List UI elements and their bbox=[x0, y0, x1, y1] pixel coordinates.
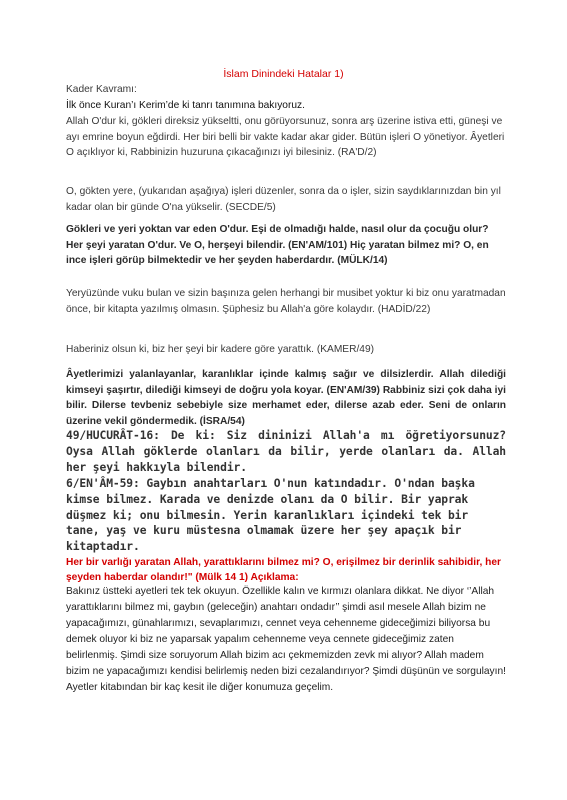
verse-enam-59: 6/EN'ÂM-59: Gaybın anahtarları O'nun katındadır. O'ndan başka kimse bilmez. Karada ve denizde olanı da O bilir. Bir yaprak düşmez ki; onu bilmesin. Yerin karanlıkları içindeki tek bir tane, yaş ve kuru müstesna olmamak üzere her şey apaçık bir kitaptadır. bbox=[66, 477, 475, 554]
section-heading: Kader Kavramı: bbox=[66, 84, 137, 95]
explanation-text: Bakınız üstteki ayetleri tek tek okuyun. Özellikle kalın ve kırmızı olanlara dikkat. Ne diyor ‘’Allah yarattıklarını bilmez mi, gaybın (geleceğin) anahtarı ondadır’’ şimdi asıl mesele Allah bizim ne yapacağımızı, günahlarımızı, sevaplarımızı, cennet veya cehenneme gideceğimizi biliyorsa bu demek oluyor ki biz ne yaparsak yapalım cehenneme veya cennete gideceğimiz zaten belirlenmiş. Şimdi size soruyorum Allah bizim acı çekmemizden zevk mi alıyor? Allah madem bizim ne yapacağımızı kendisi belirlemiş neden bizi cezalandırıyor? Şimdi düşünün ve sorgulayın! Ayetler kitabından bir kaç kesit ile diğer konumuza geçelim. bbox=[66, 586, 506, 693]
verse-secde-5: O, gökten yere, (yukarıdan aşağıya) işleri düzenler, sonra da o işler, sizin saydıklarınızdan bin yıl kadar olan bir günde O'na yükselir. (SECDE/5) bbox=[66, 186, 501, 213]
verse-hucurat-16: 49/HUCURÂT-16: De ki: Siz dininizi Allah'a mı öğretiyorsunuz? Oysa Allah göklerde olanları da bilir, yerde olanları da. Allah her şeyi hakkıyla bilendir. bbox=[66, 429, 506, 474]
verse-enam-39-isra-54: Âyetlerimizi yalanlayanlar, karanlıklar içinde kalmış sağır ve dilsizlerdir. Allah dilediği kimseyi şaşırtır, dilediği kimseyi de doğru yola koyar. (EN'AM/39) Rabbiniz sizi çok daha iyi bilir. Dilerse tevbeniz sebebiyle size merhamet eder, dilerse azab eder. Seni de onların üzerine vekil göndermedik. (İSRA/54) bbox=[66, 369, 506, 427]
verse-hadid-22: Yeryüzünde vuku bulan ve sizin başınıza gelen herhangi bir musibet yoktur ki biz onu yaratmadan önce, bir kitapta yazılmış olmasın. Şüphesiz bu Allah'a göre kolaydır. (HADİD/22) bbox=[66, 288, 506, 315]
intro-text: İlk önce Kuran’ı Kerim’de ki tanrı tanımına bakıyoruz. bbox=[66, 100, 305, 111]
verse-rad-2: Allah O'dur ki, gökleri direksiz yükseltti, onu görüyorsunuz, sonra arş üzerine istiva etti, güneşi ve ayı emrine boyun eğdirdi. Her biri belli bir vakte kadar akar gider. Bütün işleri O yönetiyor. Âyetleri O açıklıyor ki, Rabbinizin huzuruna çıkacağınızı iyi bilesiniz. (RA'D/2) bbox=[66, 116, 505, 158]
verse-enam-101-mulk-14: Gökleri ve yeri yoktan var eden O'dur. Eşi de olmadığı halde, nasıl olur da çocuğu olur? Her şeyi yaratan O'dur. Ve O, herşeyi bilendir. (EN'AM/101) Hiç yaratan bilmez mi? O, en ince işleri görüp bilmektedir ve her şeyden haberdardır. (MÜLK/14) bbox=[66, 224, 489, 266]
document-title: İslam Dinindeki Hatalar 1) bbox=[223, 68, 344, 80]
verse-kamer-49: Haberiniz olsun ki, biz her şeyi bir kadere göre yarattık. (KAMER/49) bbox=[66, 344, 375, 355]
question-heading: Her bir varlığı yaratan Allah, yarattıklarını bilmez mi? O, erişilmez bir derinlik sahibidir, her şeyden haberdar olandır!" (Mülk 14 1) Açıklama: bbox=[66, 557, 502, 583]
